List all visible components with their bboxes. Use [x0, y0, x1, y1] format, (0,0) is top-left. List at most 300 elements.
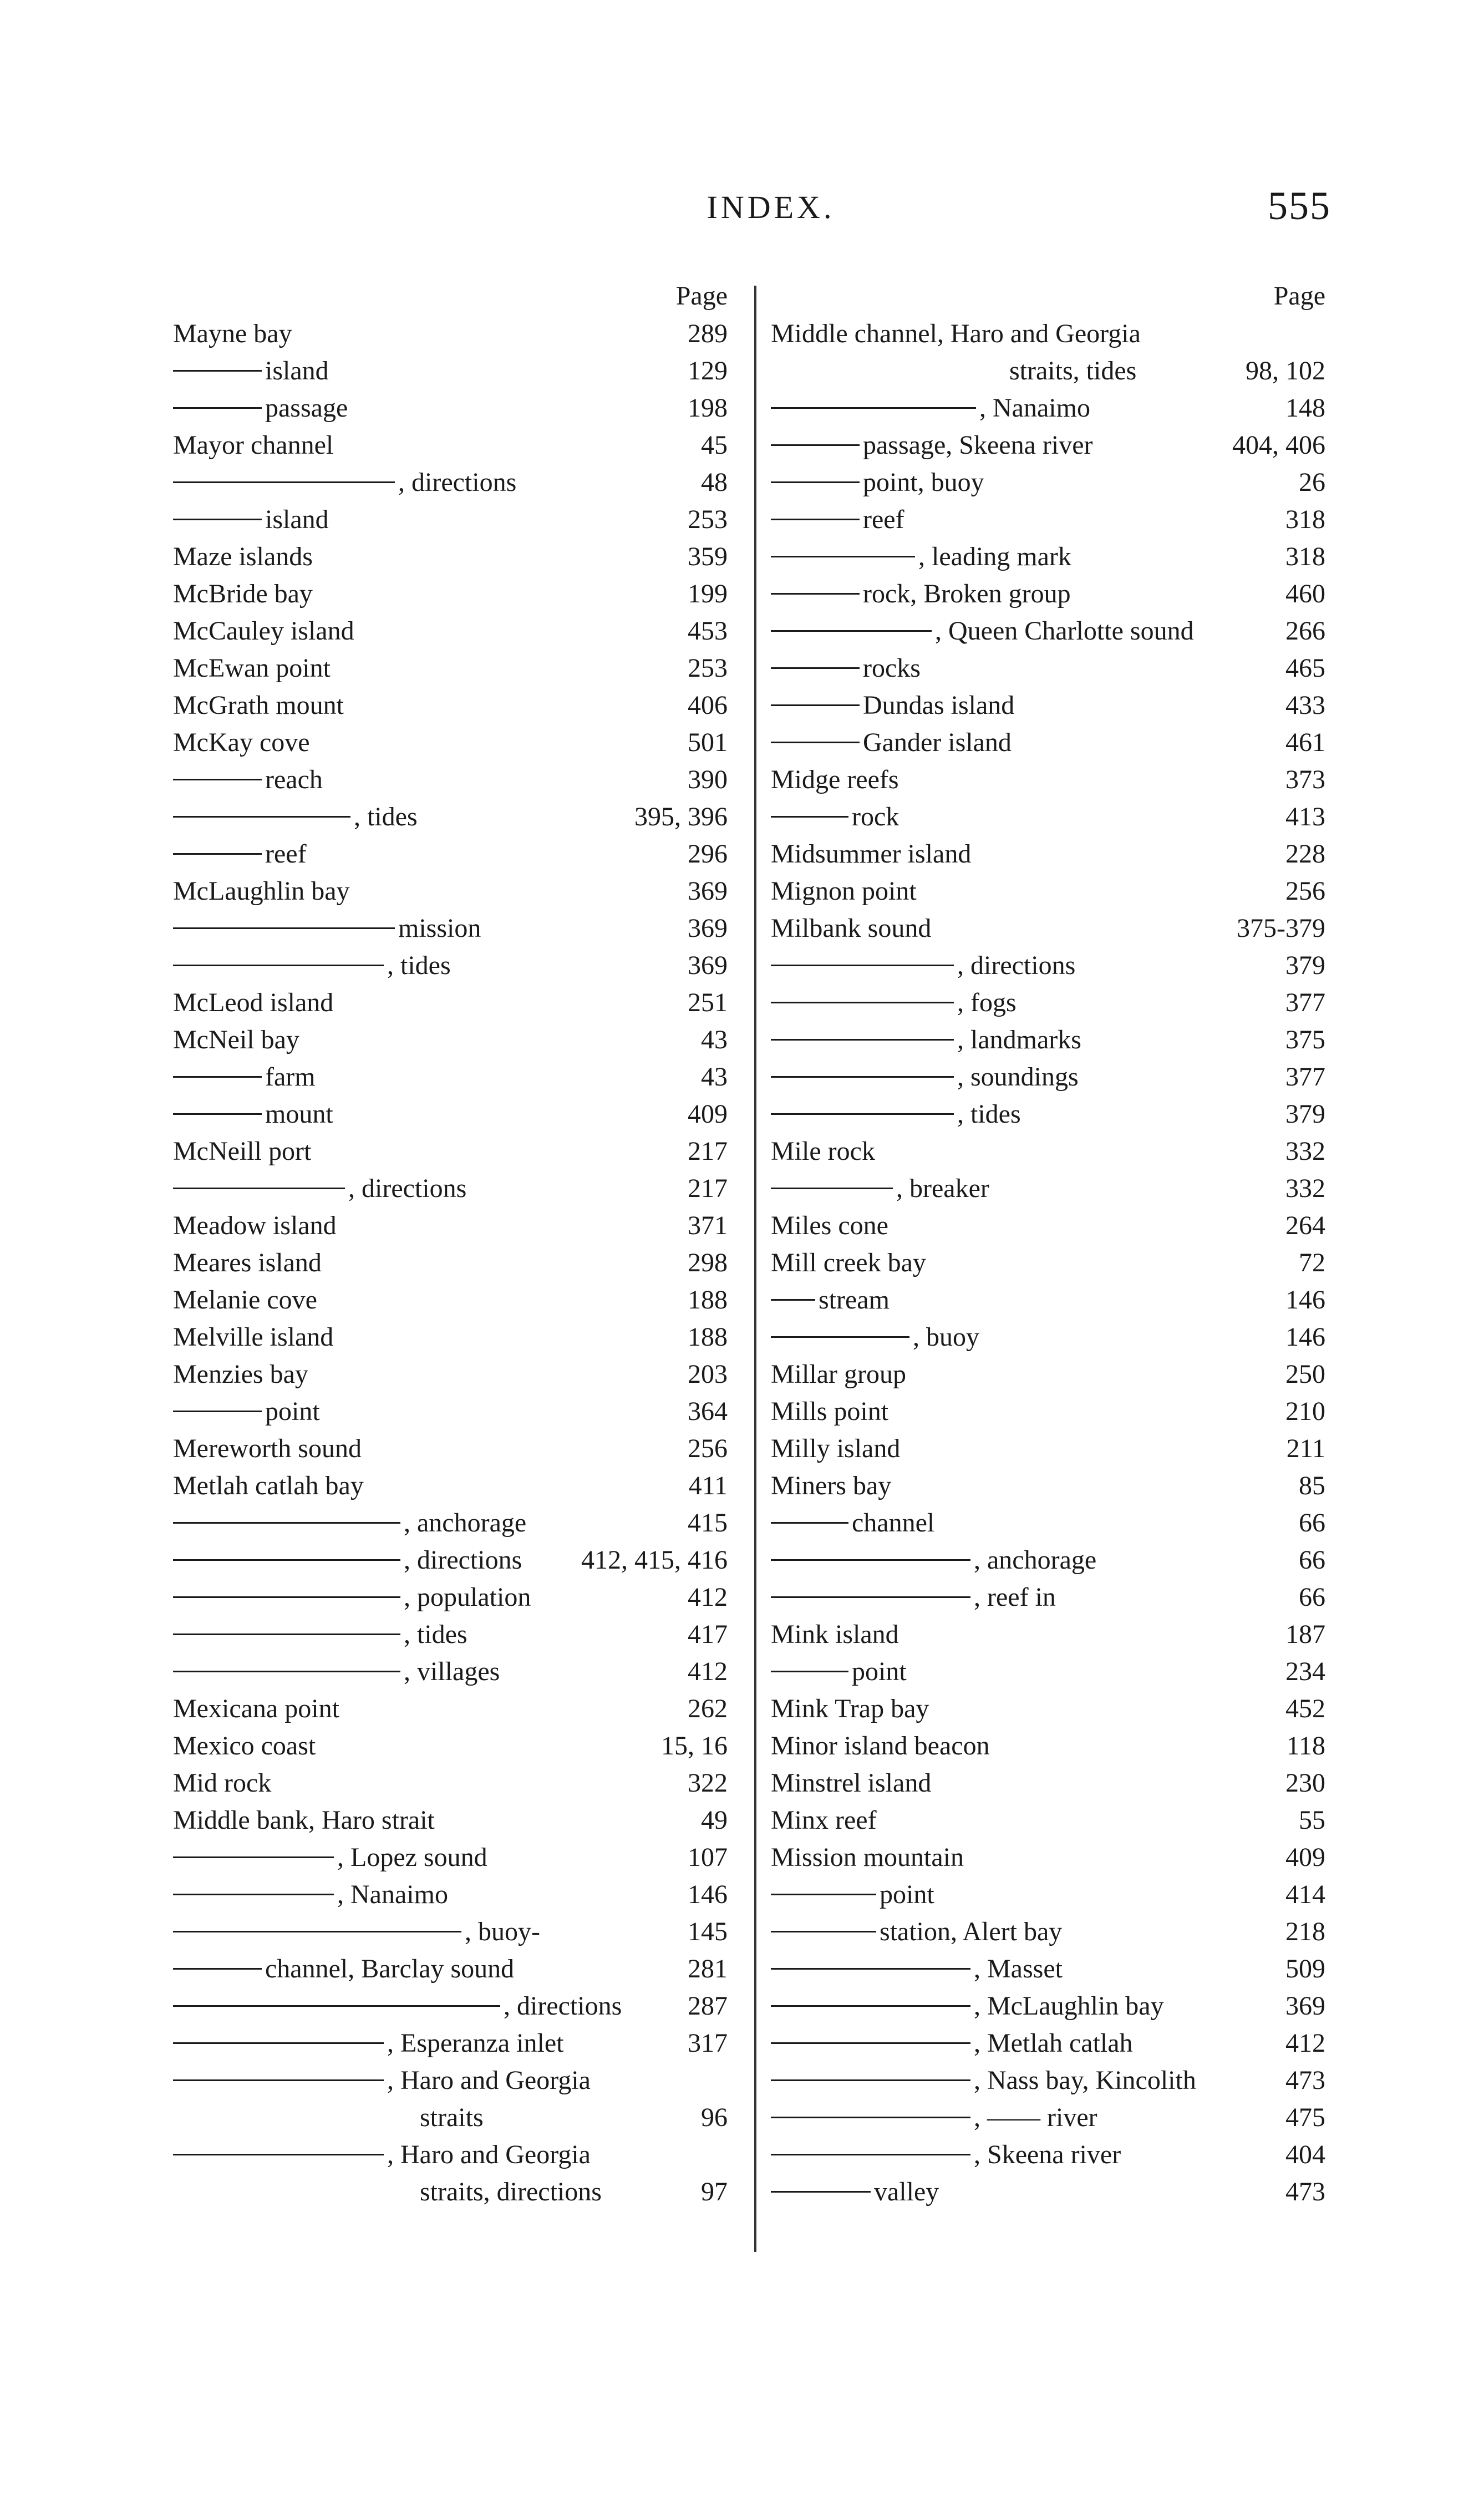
index-entry-page: 409	[688, 1099, 728, 1129]
index-entry-label-group	[771, 872, 917, 910]
index-entry-label-group	[771, 724, 1012, 761]
ditto-dash	[771, 2005, 970, 2007]
index-entry-page: 250	[1285, 1359, 1325, 1389]
index-entry-term: reef	[265, 839, 307, 869]
ditto-dash	[771, 1299, 815, 1301]
index-entry-page: 145	[688, 1917, 728, 1946]
index-entry-page: 72	[1299, 1248, 1325, 1277]
index-entry-label-group	[771, 984, 1017, 1021]
index-entry	[173, 1318, 728, 1356]
index-entry	[771, 427, 1325, 464]
index-entry-page: 377	[1285, 1062, 1325, 1092]
index-entry-term: island	[265, 356, 329, 385]
ditto-dash	[173, 2042, 384, 2044]
index-entries-right	[771, 315, 1325, 2210]
index-entry-page: 203	[688, 1359, 728, 1389]
index-entry	[173, 872, 728, 910]
index-entry-page: 45	[701, 430, 728, 460]
index-entry-label-group	[771, 538, 1071, 575]
index-entry-label-group	[771, 1504, 934, 1541]
ditto-dash	[771, 1336, 909, 1338]
index-entry-label-group	[173, 1987, 622, 2025]
index-entry-label-group	[173, 352, 329, 389]
index-entry-term: station, Alert bay	[880, 1917, 1063, 1946]
index-entry	[771, 1987, 1325, 2025]
index-entry-page: 251	[688, 988, 728, 1017]
ditto-dash	[173, 407, 262, 409]
index-entry-label-group	[771, 1244, 926, 1281]
index-entry-term: , directions	[957, 951, 1076, 980]
index-entry-page: 66	[1299, 1582, 1325, 1612]
index-entry-page: 379	[1285, 1099, 1325, 1129]
index-entry-term: Dundas island	[863, 691, 1015, 720]
ditto-dash	[173, 1076, 262, 1078]
index-entry-page: 412, 415, 416	[581, 1545, 728, 1575]
index-entry	[771, 984, 1325, 1021]
index-entry	[771, 1393, 1325, 1430]
index-entry-page: 66	[1299, 1508, 1325, 1538]
index-entry-page: 371	[688, 1211, 728, 1240]
index-entry	[771, 1430, 1325, 1467]
index-entry-page: 390	[688, 765, 728, 794]
index-entry-term: , directions	[348, 1174, 467, 1203]
index-entry	[771, 2136, 1325, 2173]
index-entry-page: 473	[1285, 2066, 1325, 2095]
index-entry	[173, 538, 728, 575]
index-entry	[771, 798, 1325, 835]
index-entry-label-group	[771, 910, 931, 947]
index-entry-term: straits, tides	[1009, 356, 1137, 385]
index-entry-term: Melanie cove	[173, 1285, 317, 1315]
index-entry-term: Millar group	[771, 1359, 906, 1389]
index-entry-term: , soundings	[957, 1062, 1079, 1092]
index-entry-term: , tides	[354, 802, 418, 831]
index-entry-term: , Nass bay, Kincolith	[974, 2066, 1196, 2095]
ditto-dash	[173, 1559, 400, 1561]
index-entry-page: 369	[688, 914, 728, 943]
index-entry	[173, 947, 728, 984]
index-entry	[173, 1839, 728, 1876]
index-entry-page: 107	[688, 1843, 728, 1872]
index-entry	[173, 612, 728, 650]
index-entry	[173, 724, 728, 761]
index-entry-term: , Nanaimo	[979, 393, 1090, 423]
index-entry	[771, 538, 1325, 575]
index-entry-page: 322	[688, 1768, 728, 1798]
index-entry-term: , anchorage	[974, 1545, 1097, 1575]
index-entry-page: 375-379	[1237, 914, 1325, 943]
index-entry-term: Miles cone	[771, 1211, 888, 1240]
index-entry-term: Mink island	[771, 1620, 899, 1649]
index-entry-page: 217	[688, 1137, 728, 1166]
ditto-dash	[771, 2042, 970, 2044]
index-entry-page: 412	[688, 1657, 728, 1686]
index-entry-term: , buoy	[913, 1322, 979, 1352]
index-entry-term: , Haro and Georgia	[387, 2066, 591, 2095]
index-entry	[771, 761, 1325, 798]
index-entry-page: 332	[1285, 1137, 1325, 1166]
index-entry-page: 465	[1285, 653, 1325, 683]
index-entry-page: 199	[688, 579, 728, 608]
index-entry	[771, 2025, 1325, 2062]
index-entry	[771, 947, 1325, 984]
index-entry	[771, 1839, 1325, 1876]
index-entry-page: 332	[1285, 1174, 1325, 1203]
index-entry-term: mount	[265, 1099, 333, 1129]
index-entry-label-group	[173, 1356, 308, 1393]
index-entry-term: reef	[863, 505, 904, 534]
index-entry	[173, 1058, 728, 1095]
index-entry-label-group	[771, 1133, 875, 1170]
index-entry	[173, 910, 728, 947]
index-entry	[173, 1616, 728, 1653]
ditto-dash	[173, 1411, 262, 1412]
index-entry-term: stream	[819, 1285, 890, 1315]
index-entry-label-group	[173, 1616, 467, 1653]
index-entry-page: 318	[1285, 542, 1325, 571]
index-entry	[771, 1579, 1325, 1616]
index-entry-term: , Skeena river	[974, 2140, 1121, 2169]
ditto-dash	[771, 1596, 970, 1598]
index-entry-label-group	[173, 612, 354, 650]
index-entry-term: mission	[398, 914, 481, 943]
index-entry-page: 256	[688, 1434, 728, 1463]
index-entry	[173, 761, 728, 798]
index-entry-label-group	[173, 1467, 364, 1504]
ditto-dash	[771, 556, 915, 557]
index-entry	[173, 2062, 728, 2099]
index-entry-page: 146	[1285, 1322, 1325, 1352]
index-entry	[771, 1467, 1325, 1504]
index-entry-term: reach	[265, 765, 323, 794]
index-entry	[173, 1133, 728, 1170]
index-entry-term: Meares island	[173, 1248, 322, 1277]
index-entry-page: 377	[1285, 988, 1325, 1017]
index-entry	[771, 650, 1325, 687]
index-entry-label-group	[771, 1356, 906, 1393]
index-entry-label-group	[173, 1393, 320, 1430]
index-entry-term: passage, Skeena river	[863, 430, 1093, 460]
index-entry-term: valley	[874, 2177, 939, 2206]
index-entry-page: 66	[1299, 1545, 1325, 1575]
index-entry-label-group	[173, 1764, 271, 1802]
index-entry-term: Middle bank, Haro strait	[173, 1805, 435, 1835]
index-entry-page: 412	[688, 1582, 728, 1612]
index-entry	[771, 1356, 1325, 1393]
index-entry-label-group	[771, 835, 971, 872]
index-entry-page: 26	[1299, 468, 1325, 497]
index-entry-label-group	[771, 1579, 1056, 1616]
running-head-title: INDEX.	[707, 189, 835, 225]
index-entry	[173, 1393, 728, 1430]
index-entry-label-group	[771, 1207, 888, 1244]
index-entry	[173, 798, 728, 835]
index-entry-term: rocks	[863, 653, 921, 683]
ditto-dash	[771, 630, 932, 632]
index-entry-page: 253	[688, 505, 728, 534]
index-entry-term: point, buoy	[863, 468, 984, 497]
ditto-dash	[173, 519, 262, 520]
index-entry-term: Milly island	[771, 1434, 901, 1463]
index-entry-label-group	[771, 1727, 990, 1764]
index-entry-page: 198	[688, 393, 728, 423]
index-entry-page: 417	[688, 1620, 728, 1649]
index-entry	[173, 1690, 728, 1727]
index-entry	[771, 1690, 1325, 1727]
ditto-dash	[173, 1931, 461, 1932]
index-entry-term: Midsummer island	[771, 839, 972, 869]
index-entry-label-group	[771, 2173, 939, 2210]
index-entry	[173, 2025, 728, 2062]
ditto-dash	[771, 2191, 871, 2193]
index-entry	[771, 1281, 1325, 1318]
index-entry-label-group	[771, 389, 1090, 427]
index-entry-page: 379	[1285, 951, 1325, 980]
index-entry	[771, 1913, 1325, 1950]
index-entry	[771, 1095, 1325, 1133]
index-entry	[173, 1653, 728, 1690]
index-entry-page: 404, 406	[1232, 430, 1325, 460]
index-entry	[771, 2099, 1325, 2136]
index-entry	[173, 2099, 728, 2136]
ditto-dash	[173, 370, 262, 372]
ditto-dash	[771, 2117, 970, 2118]
ditto-dash	[173, 2154, 384, 2155]
index-entry-label-group	[771, 798, 899, 835]
ditto-dash	[771, 1113, 954, 1115]
index-entry-label-group	[420, 2099, 484, 2136]
index-entry-term: Minx reef	[771, 1805, 877, 1835]
ditto-dash	[771, 965, 954, 966]
index-entry-page: 461	[1285, 728, 1325, 757]
index-entry-label-group	[173, 1653, 500, 1690]
ditto-dash	[173, 927, 395, 929]
ditto-dash	[173, 481, 395, 483]
index-entry-label-group	[771, 1987, 1164, 2025]
index-entry-label-group	[173, 1430, 362, 1467]
index-entry-term: Meadow island	[173, 1211, 337, 1240]
ditto-dash	[173, 1522, 400, 1524]
index-entry-term: McNeill port	[173, 1137, 312, 1166]
index-entry-page: 218	[1285, 1917, 1325, 1946]
index-entry-term: straits	[420, 2103, 484, 2132]
ditto-dash	[771, 1522, 848, 1524]
index-entry-term: Mile rock	[771, 1137, 875, 1166]
index-entry-page: 211	[1286, 1434, 1325, 1463]
index-entry-term: passage	[265, 393, 348, 423]
index-entry-page: 43	[701, 1025, 728, 1054]
index-entry-label-group	[173, 2062, 591, 2099]
index-entry-label-group	[173, 1318, 333, 1356]
index-entry-page: 264	[1285, 1211, 1325, 1240]
index-entry	[173, 835, 728, 872]
index-entry-term: , anchorage	[404, 1508, 527, 1538]
index-entry-page: 412	[1285, 2028, 1325, 2058]
index-entry-term: channel	[852, 1508, 935, 1538]
ditto-dash	[771, 742, 860, 743]
index-entry-term: channel, Barclay sound	[265, 1954, 515, 1984]
index-entry-term: , landmarks	[957, 1025, 1081, 1054]
ditto-dash	[173, 1113, 262, 1115]
index-entry-label-group	[173, 1690, 339, 1727]
ditto-dash	[173, 1634, 400, 1635]
index-entry	[771, 1727, 1325, 1764]
index-entry-label-group	[420, 2173, 602, 2210]
ditto-dash	[771, 1671, 848, 1672]
index-entry-label-group	[771, 1764, 931, 1802]
index-entry-term: McLeod island	[173, 988, 334, 1017]
index-entry-term: , leading mark	[918, 542, 1071, 571]
index-entry-label-group	[771, 1467, 891, 1504]
index-entry-page: 187	[1285, 1620, 1325, 1649]
index-entry-label-group	[771, 1095, 1021, 1133]
index-entry-term: , Queen Charlotte sound	[935, 616, 1194, 646]
index-entry	[771, 315, 1325, 352]
index-entry-label-group	[173, 1913, 540, 1950]
index-entry-page: 501	[688, 728, 728, 757]
index-entry-page: 414	[1285, 1880, 1325, 1909]
index-column-right	[771, 277, 1325, 2210]
index-entry-label-group	[1009, 352, 1136, 389]
ditto-dash	[771, 667, 860, 669]
index-entry-label-group	[173, 1727, 316, 1764]
index-entry-page: 364	[688, 1397, 728, 1426]
index-entry-label-group	[173, 1095, 333, 1133]
ditto-dash	[173, 1671, 400, 1672]
index-entry-label-group	[771, 1393, 888, 1430]
index-entry-term: straits, directions	[420, 2177, 602, 2206]
index-entry-page: 210	[1285, 1397, 1325, 1426]
index-entry	[771, 1504, 1325, 1541]
index-entry-term: Miners bay	[771, 1471, 892, 1500]
index-entry-page: 369	[688, 876, 728, 906]
index-entry-label-group	[173, 1950, 514, 1987]
index-entry-label-group	[771, 1021, 1081, 1058]
index-entry	[173, 1170, 728, 1207]
ditto-dash	[771, 1894, 876, 1895]
index-entry-label-group	[173, 538, 313, 575]
index-entry-page: 253	[688, 653, 728, 683]
index-entry	[771, 1021, 1325, 1058]
index-entry-term: rock, Broken group	[863, 579, 1071, 608]
index-entry	[173, 1356, 728, 1393]
index-entry-label-group	[173, 872, 350, 910]
index-entry-label-group	[173, 984, 333, 1021]
index-entry-label-group	[173, 687, 344, 724]
ditto-dash	[173, 1856, 334, 1858]
index-entry	[771, 612, 1325, 650]
index-entry-label-group	[771, 1430, 900, 1467]
index-entry-label-group	[771, 1541, 1096, 1579]
index-entry-label-group	[771, 1058, 1079, 1095]
index-entry-label-group	[173, 2025, 564, 2062]
index-entry	[173, 389, 728, 427]
index-entry	[771, 575, 1325, 612]
index-entry	[771, 724, 1325, 761]
index-entry-term: Metlah catlah bay	[173, 1471, 364, 1500]
index-entry-term: McKay cove	[173, 728, 310, 757]
index-entry-term: McCauley island	[173, 616, 354, 646]
index-entry-label-group	[173, 1058, 316, 1095]
index-entry	[173, 1244, 728, 1281]
index-entry	[771, 1541, 1325, 1579]
index-entry	[771, 1876, 1325, 1913]
index-entry-page: 409	[1285, 1843, 1325, 1872]
index-entry-page: 97	[701, 2177, 728, 2206]
ditto-dash	[173, 779, 262, 780]
index-entry-page: 473	[1285, 2177, 1325, 2206]
index-entry-page: 55	[1299, 1805, 1325, 1835]
page-column-label: Page	[675, 281, 728, 311]
index-entry-page: 475	[1285, 2103, 1325, 2132]
index-entry-page: 217	[688, 1174, 728, 1203]
index-entry-term: , Metlah catlah	[974, 2028, 1133, 2058]
index-entry-term: , Lopez sound	[337, 1843, 487, 1872]
index-entry-page: 369	[1285, 1991, 1325, 2021]
index-entry	[173, 1021, 728, 1058]
index-entry-term: Mereworth sound	[173, 1434, 362, 1463]
index-entry-page: 318	[1285, 505, 1325, 534]
index-entry-label-group	[771, 1690, 929, 1727]
index-entry-page: 369	[688, 951, 728, 980]
index-entry-term: , directions	[404, 1545, 522, 1575]
index-entry-label-group	[771, 427, 1093, 464]
index-entry-term: , tides	[957, 1099, 1021, 1129]
ditto-dash	[771, 407, 976, 409]
index-entry-page: 404	[1285, 2140, 1325, 2169]
index-entry-term: , breaker	[896, 1174, 989, 1203]
ditto-dash	[771, 2079, 970, 2081]
ditto-dash	[771, 2154, 970, 2155]
index-entry-label-group	[173, 650, 331, 687]
index-entry	[173, 1876, 728, 1913]
ditto-dash	[771, 1076, 954, 1078]
index-entry-label-group	[771, 1281, 890, 1318]
index-entry	[173, 575, 728, 612]
index-entry-term: Mayne bay	[173, 319, 292, 348]
index-entry-term: Minstrel island	[771, 1768, 932, 1798]
index-entry	[173, 1987, 728, 2025]
index-entry-page: 15, 16	[661, 1731, 728, 1761]
index-entry-label-group	[173, 798, 418, 835]
index-entry-page: 146	[1285, 1285, 1325, 1315]
index-entry-label-group	[173, 1541, 522, 1579]
index-column-left	[173, 277, 728, 2210]
index-entry-label-group	[771, 575, 1071, 612]
index-entry	[771, 910, 1325, 947]
index-entry-term: , Haro and Georgia	[387, 2140, 591, 2169]
index-entry	[173, 1727, 728, 1764]
index-entry	[771, 1244, 1325, 1281]
index-entry-label-group	[771, 2099, 1097, 2136]
index-entry-term: Mexico coast	[173, 1731, 316, 1761]
index-entry	[771, 1764, 1325, 1802]
index-entry-term: Milbank sound	[771, 914, 932, 943]
index-entry-page: 415	[688, 1508, 728, 1538]
index-entry-label-group	[173, 947, 451, 984]
index-entry	[173, 984, 728, 1021]
ditto-dash	[771, 519, 860, 520]
index-entry-page: 375	[1285, 1025, 1325, 1054]
index-entry-page: 129	[688, 356, 728, 385]
index-entry	[771, 1058, 1325, 1095]
index-entry-page: 146	[688, 1880, 728, 1909]
column-divider	[754, 286, 756, 2252]
index-entry-term: Mill creek bay	[771, 1248, 926, 1277]
index-entry-term: , tides	[404, 1620, 467, 1649]
index-entry-term: McLaughlin bay	[173, 876, 350, 906]
index-entry-page: 188	[688, 1322, 728, 1352]
